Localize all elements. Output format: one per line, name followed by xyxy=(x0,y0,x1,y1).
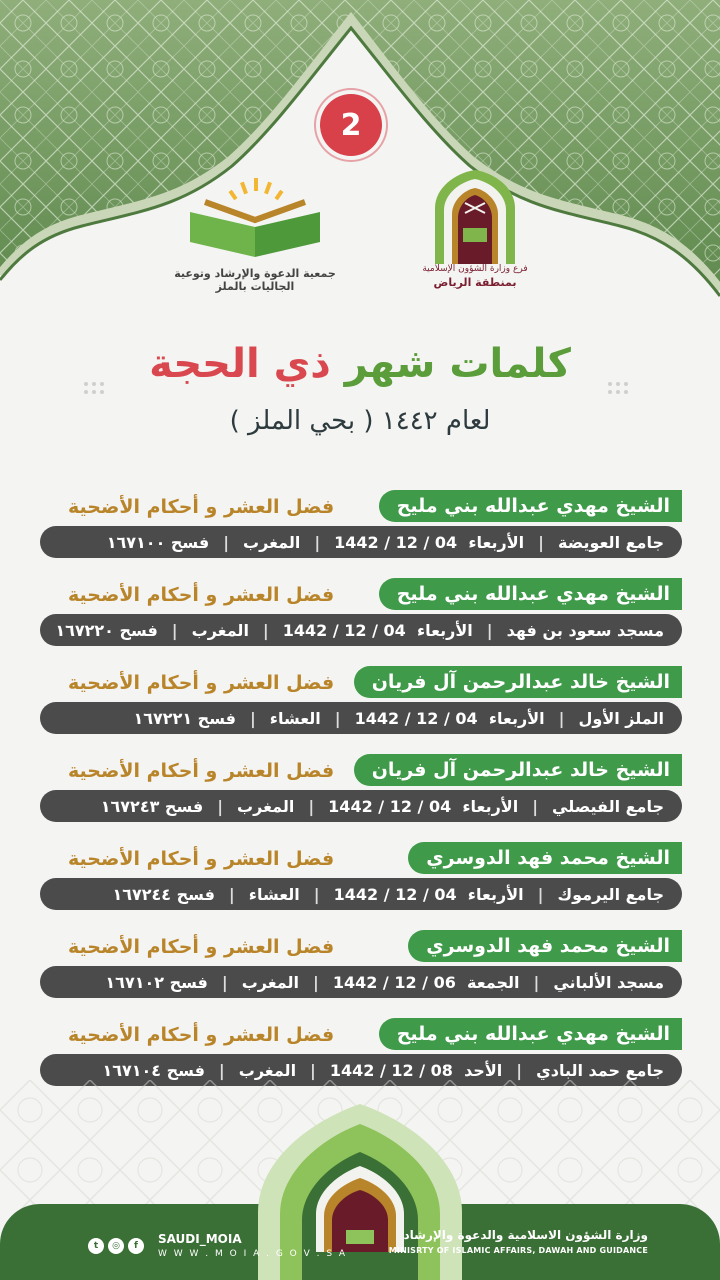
permit-number: فسح ١٦٧١٠٤ xyxy=(102,1060,205,1080)
lecture-info-bar: مسجد سعود بن فهد | الأربعاء 04 / 12 / 1442 | المغرب | فسح ١٦٧٢٢٠ xyxy=(40,614,682,646)
permit-number: فسح ١٦٧٢٢٠ xyxy=(55,620,158,640)
lecture-info-bar: جامع العويضة | الأربعاء 04 / 12 / 1442 | المغرب | فسح ١٦٧١٠٠ xyxy=(40,526,682,558)
speaker-name: الشيخ خالد عبدالرحمن آل فريان xyxy=(354,754,682,786)
lecture-info-bar: مسجد الألباني | الجمعة 06 / 12 / 1442 | المغرب | فسح ١٦٧١٠٢ xyxy=(40,966,682,998)
lecture-date: 06 / 12 / 1442 xyxy=(332,972,456,992)
lecture-date: 04 / 12 / 1442 xyxy=(328,796,452,816)
mosque-name: جامع الفيصلي xyxy=(552,796,664,816)
permit-number: فسح ١٦٧٢٤٣ xyxy=(100,796,204,816)
lecture-date: 08 / 12 / 1442 xyxy=(329,1060,453,1080)
prayer-time: العشاء xyxy=(269,708,321,728)
speaker-name: الشيخ مهدي عبدالله بني مليح xyxy=(379,1018,682,1050)
page-subtitle: لعام ١٤٤٢ ( بحي الملز ) xyxy=(229,406,491,436)
social-icons xyxy=(88,1238,144,1254)
lecture-topic: فضل العشر و أحكام الأضحية xyxy=(68,760,335,782)
lecture-date: 04 / 12 / 1442 xyxy=(354,708,478,728)
mosque-name: الملز الأول xyxy=(578,708,664,728)
lecture-item xyxy=(40,754,682,824)
lecture-day: الأربعاء xyxy=(462,796,519,816)
lecture-topic: فضل العشر و أحكام الأضحية xyxy=(68,584,335,606)
permit-number: فسح ١٦٧١٠٠ xyxy=(106,532,210,552)
ministry-branch-line2: بمنطقة الرياض xyxy=(433,276,517,289)
permit-number: فسح ١٦٧١٠٢ xyxy=(105,972,208,992)
mosque-name: مسجد سعود بن فهد xyxy=(506,620,664,640)
prayer-time: المغرب xyxy=(237,796,295,816)
lecture-date: 04 / 12 / 1442 xyxy=(282,620,406,640)
mosque-name: جامع اليرموك xyxy=(557,884,664,904)
mosque-name: جامع حمد البادي xyxy=(536,1060,664,1080)
mosque-name: مسجد الألباني xyxy=(553,972,664,992)
footer-contact xyxy=(88,1232,347,1259)
permit-number: فسح ١٦٧٢٤٤ xyxy=(112,884,215,904)
lecture-day: الأربعاء xyxy=(416,620,473,640)
footer-ministry-english: MINISRTY OF ISLAMIC AFFAIRS, DAWAH AND GUIDANCE xyxy=(388,1246,648,1255)
decorative-dots-left xyxy=(82,380,122,396)
association-name: جمعية الدعوة والإرشاد وتوعية الجاليات بالملز xyxy=(174,267,336,293)
decorative-dots-right xyxy=(590,380,630,396)
website-url[interactable]: W W W . M O I A . G O V . S A xyxy=(158,1249,348,1259)
title-part2: ذي الحجة xyxy=(149,341,331,387)
permit-number: فسح ١٦٧٢٢١ xyxy=(133,708,236,728)
lecture-info-bar: جامع الفيصلي | الأربعاء 04 / 12 / 1442 | المغرب | فسح ١٦٧٢٤٣ xyxy=(40,790,682,822)
footer-ministry-name xyxy=(389,1228,648,1255)
social-handle: SAUDI_MOIA xyxy=(158,1232,242,1246)
lecture-item xyxy=(40,842,682,912)
instagram-icon[interactable]: ◎ xyxy=(108,1238,124,1254)
lecture-topic: فضل العشر و أحكام الأضحية xyxy=(68,672,335,694)
lecture-info-bar: الملز الأول | الأربعاء 04 / 12 / 1442 | العشاء | فسح ١٦٧٢٢١ xyxy=(40,702,682,734)
speaker-name: الشيخ محمد فهد الدوسري xyxy=(408,842,682,874)
prayer-time: المغرب xyxy=(241,972,299,992)
lecture-item xyxy=(40,490,682,560)
lecture-day: الأربعاء xyxy=(467,884,524,904)
lecture-item xyxy=(40,930,682,1000)
lecture-date: 04 / 12 / 1442 xyxy=(333,884,457,904)
association-logo xyxy=(160,172,350,292)
facebook-icon[interactable]: f xyxy=(128,1238,144,1254)
mosque-name: جامع العويضة xyxy=(558,532,664,552)
lecture-topic: فضل العشر و أحكام الأضحية xyxy=(68,936,335,958)
twitter-icon[interactable]: t xyxy=(88,1238,104,1254)
prayer-time: المغرب xyxy=(243,532,301,552)
lecture-day: الأربعاء xyxy=(468,532,525,552)
lecture-info-bar: جامع حمد البادي | الأحد 08 / 12 / 1442 | المغرب | فسح ١٦٧١٠٤ xyxy=(40,1054,682,1086)
page-number-badge: 2 xyxy=(320,94,382,156)
prayer-time: المغرب xyxy=(191,620,249,640)
speaker-name: الشيخ مهدي عبدالله بني مليح xyxy=(379,578,682,610)
speaker-name: الشيخ محمد فهد الدوسري xyxy=(408,930,682,962)
lecture-topic: فضل العشر و أحكام الأضحية xyxy=(68,1024,335,1046)
lecture-topic: فضل العشر و أحكام الأضحية xyxy=(68,496,335,518)
speaker-name: الشيخ مهدي عبدالله بني مليح xyxy=(379,490,682,522)
footer-ministry-arabic: وزارة الشؤون الاسلامية والدعوة والإرشاد xyxy=(403,1228,648,1242)
ministry-branch-line1: فرع وزارة الشؤون الإسلامية xyxy=(422,264,528,274)
lecture-day: الأحد xyxy=(464,1060,503,1080)
lecture-day: الأربعاء xyxy=(488,708,545,728)
lecture-info-bar: جامع اليرموك | الأربعاء 04 / 12 / 1442 | العشاء | فسح ١٦٧٢٤٤ xyxy=(40,878,682,910)
lecture-day: الجمعة xyxy=(467,972,520,992)
prayer-time: العشاء xyxy=(248,884,300,904)
speaker-name: الشيخ خالد عبدالرحمن آل فريان xyxy=(354,666,682,698)
lecture-topic: فضل العشر و أحكام الأضحية xyxy=(68,848,335,870)
lecture-item xyxy=(40,578,682,648)
lecture-date: 04 / 12 / 1442 xyxy=(334,532,458,552)
prayer-time: المغرب xyxy=(238,1060,297,1080)
title-part1: كلمات شهر xyxy=(344,341,571,387)
ministry-logo xyxy=(420,168,530,293)
lecture-item xyxy=(40,1018,682,1088)
lecture-item xyxy=(40,666,682,736)
